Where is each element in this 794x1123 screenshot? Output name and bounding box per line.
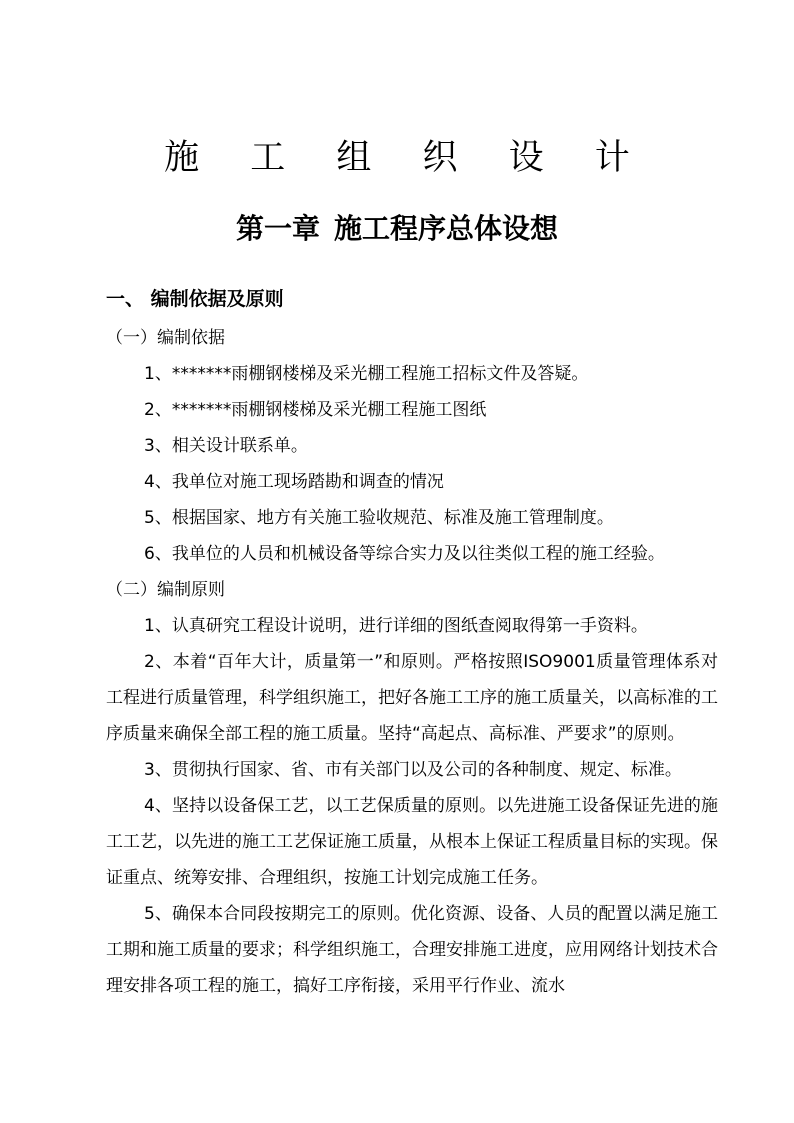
- basis-item: 5、根据国家、地方有关施工验收规范、标准及施工管理制度。: [144, 508, 614, 528]
- chapter-name: 施工程序总体设想: [334, 212, 559, 245]
- principle-item: 1、认真研究工程设计说明，进行详细的图纸查阅取得第一手资料。: [144, 616, 648, 636]
- subsection-heading-basis: （一）编制依据: [106, 328, 225, 348]
- document-body: [106, 320, 718, 1004]
- basis-item: 6、我单位的人员和机械设备等综合实力及以往类似工程的施工经验。: [144, 544, 665, 564]
- principle-item: 2、本着“百年大计，质量第一”和原则。严格按照ISO9001质量管理体系对工程进行质量管理，科学组织施工，把好各施工工序的施工质量关，以高标准的工序质量来确保全部工程的施工质量。坚持“高起点、高标准、严要求”的原则。: [106, 652, 718, 744]
- subsection-heading-principles: （二）编制原则: [106, 580, 225, 600]
- principle-item: 3、贯彻执行国家、省、市有关部门以及公司的各种制度、规定、标准。: [144, 760, 682, 780]
- chapter-title: [0, 207, 794, 251]
- section-heading: 一、 编制依据及原则: [106, 288, 284, 310]
- chapter-number: 第一章: [235, 212, 320, 245]
- basis-item: 4、我单位对施工现场踏勘和调查的情况: [144, 472, 444, 492]
- basis-item: 2、*******雨棚钢楼梯及采光棚工程施工图纸: [144, 400, 487, 420]
- basis-item: 3、相关设计联系单。: [144, 436, 308, 456]
- document-title: 施 工 组 织 设 计: [164, 138, 650, 178]
- basis-item: 1、*******雨棚钢楼梯及采光棚工程施工招标文件及答疑。: [144, 364, 589, 384]
- principle-item: 5、确保本合同段按期完工的原则。优化资源、设备、人员的配置以满足施工工期和施工质量的要求；科学组织施工，合理安排施工进度，应用网络计划技术合理安排各项工程的施工，搞好工序衔接，采用平行作业、流水: [106, 904, 718, 996]
- principle-item: 4、坚持以设备保工艺，以工艺保质量的原则。以先进施工设备保证先进的施工工艺，以先进的施工工艺保证施工质量，从根本上保证工程质量目标的实现。保证重点、统筹安排、合理组织，按施工计划完成施工任务。: [106, 796, 718, 888]
